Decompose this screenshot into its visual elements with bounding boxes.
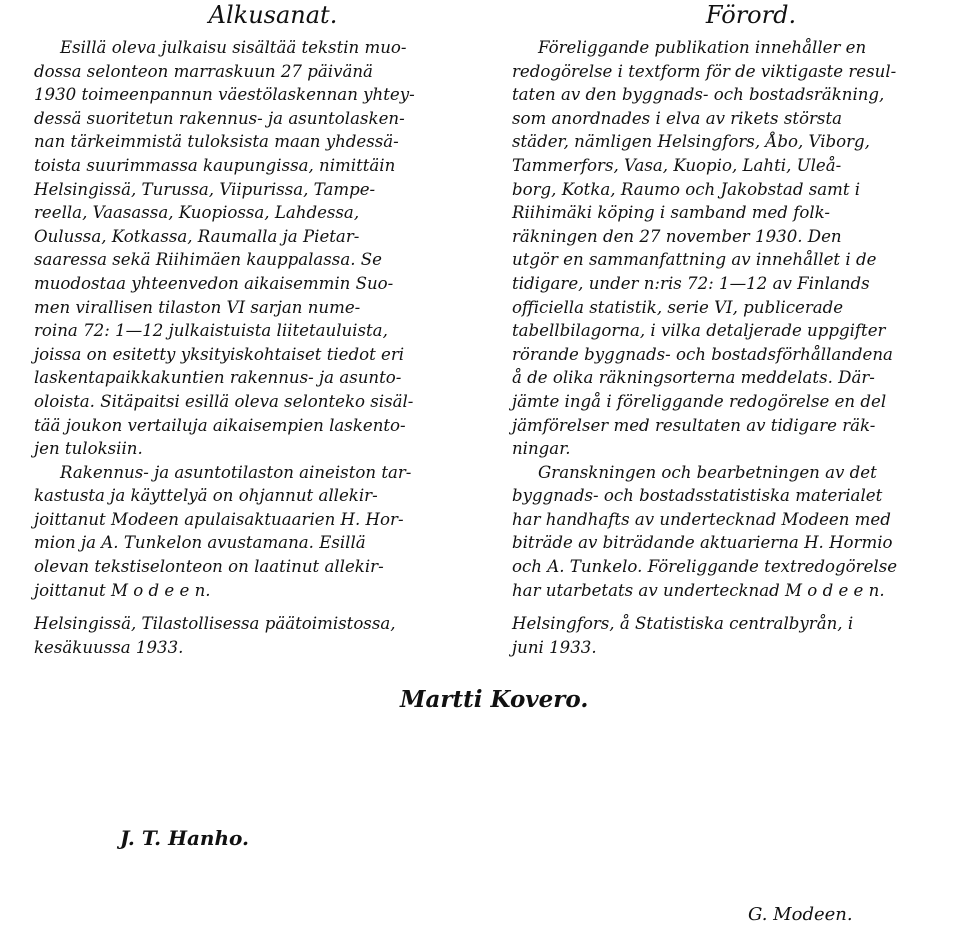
finnish-paragraph-1: Esillä oleva julkaisu sisältää tekstin muo- dossa selonteon marraskuun 27 päivänä 1930 toimeenpannun väestölaskennan yhtey- dessä suoritetun rakennus- ja asuntolasken- nan tärkeimmistä tuloksista maan yhdessä- toista suurimmassa kaupungissa, nimittäin Helsingissä, Turussa, Viipurissa, Tampe- reella, Vaasassa, Kuopiossa, Lahdessa, Oulussa, Kotkassa, Raumalla ja Pietar- saaressa sekä Riihimäen kauppalassa. Se muodostaa yhteenvedon aikaisemmin Suo- men virallisen tilaston VI sarjan nume- roina 72: 1—12 julkaistuista liitetauluista, joissa on esitetty yksityiskohtaiset tiedot eri laskentapaikkakuntien rakennus- ja asunto- oloista. Sitäpaitsi esillä oleva selonteko sisäl- tää joukon vertailuja aikaisempien laskento- jen tuloksiin.: [34, 38, 415, 459]
swedish-paragraph-2: Granskningen och bearbetningen av det byggnads- och bostadsstatistiska materialet har handhafts av undertecknad Modeen med biträde av biträdande aktuarierna H. Hormio och A. Tunkelo. Föreliggande textredogörelse har utarbetats av undertecknad M o d e e n.: [512, 462, 898, 600]
swedish-paragraph-1: Föreliggande publikation innehåller en redogörelse i textform för de viktigaste resul- taten av den byggnads- och bostadsräkning, som anordnades i elva av rikets största städer, nämligen Helsingfors, Åbo, Viborg, Tammerfors, Vasa, Kuopio, Lahti, Uleå- borg, Kotka, Raumo och Jakobstad samt i Riihimäki köping i samband med folk- räkningen den 27 november 1930. Den utgör en sammanfattning av innehållet i de tidigare, under n:ris 72: 1—12 av Finlands officiella statistik, serie VI, publicerade tabellbilagorna, i vilka detaljerade uppgifter rörande byggnads- och bostadsförhållandena å de olika räkningsorterna meddelats. Där- jämte ingå i föreliggande redogörelse en del jämförelser med resultaten av tidigare räk- ningar.: [512, 38, 897, 459]
finnish-paragraph-2: Rakennus- ja asuntotilaston aineiston tar- kastusta ja käyttelyä on ohjannut allekir- joittanut Modeen apulaisaktuaarien H. Hor- mion ja A. Tunkelon avustamana. Esillä olevan tekstiselonteon on laatinut allekir- joittanut M o d e e n.: [34, 462, 412, 600]
finnish-place-date: Helsingissä, Tilastollisessa päätoimistossa, kesäkuussa 1933.: [34, 614, 396, 657]
swedish-preface-column: [512, 0, 950, 659]
swedish-heading: Förord.: [705, 1, 797, 29]
signature-left: J. T. Hanho.: [120, 826, 249, 850]
finnish-heading: Alkusanat.: [208, 1, 338, 29]
signature-right: G. Modeen.: [748, 904, 853, 925]
finnish-preface-column: [34, 0, 472, 659]
swedish-place-date: Helsingfors, å Statistiska centralbyrån, i juni 1933.: [512, 614, 854, 657]
signature-director: Martti Kovero.: [400, 686, 589, 713]
